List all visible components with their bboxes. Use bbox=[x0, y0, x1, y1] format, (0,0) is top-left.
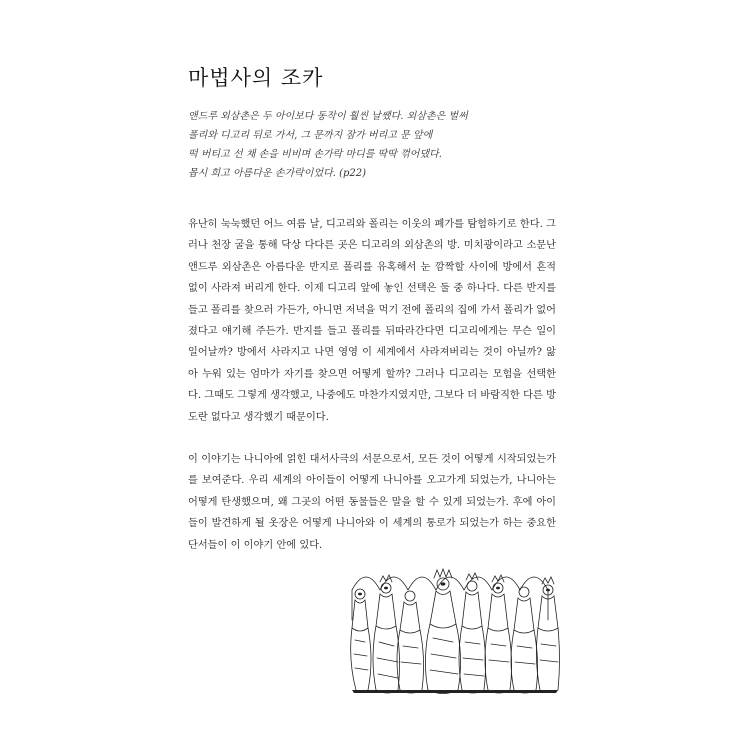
quote-line: 앤드루 외삼촌은 두 아이보다 동작이 훨씬 날쌨다. 외삼촌은 벌써 bbox=[188, 111, 468, 122]
book-title: 마법사의 조카 bbox=[188, 66, 324, 90]
synopsis-paragraph: 유난히 눅눅했던 어느 여름 날, 디고리와 폴리는 이웃의 폐가를 탐험하기로 한다. 그러나 천장 굴을 통해 닥상 다다른 곳은 디고리의 외삼촌의 방. 미치광이라고 소문난 앤드루 외삼촌은 아름다운 반지로 폴리를 유혹해서 눈 깜짝할 사이에 방에서 흔적 없이 사라져 버리게 한다. 이제 디고리 앞에 놓인 선택은 둘 중 하나다. 다른 반지를 들고 폴리를 찾으러 가든가, 아니면 저녁을 먹기 전에 폴리의 집에 가서 폴리가 없어졌다고 얘기해 주든가. 반지를 들고 폴리를 뒤따라간다면 디고리에게는 무슨 일이 일어날까? 방에서 사라지고 나면 영영 이 세계에서 사라져버리는 것이 아닐까? 앓아 누워 있는 엄마가 자기를 찾으면 어떻게 할까? 그러나 디고리는 모험을 선택한다. 그때도 그렇게 생각했고, 나중에도 마찬가지였지만, 그보다 더 바람직한 다른 방도란 없다고 생각했기 때문이다. bbox=[188, 219, 556, 423]
quote-line: 떡 버티고 선 채 손을 비비며 손가락 마디를 딱딱 꺾어댔다. bbox=[188, 149, 442, 160]
excerpt-quote bbox=[188, 107, 568, 183]
synopsis bbox=[188, 214, 556, 577]
synopsis-paragraph: 이 이야기는 나니아에 얽힌 대서사극의 서문으로서, 모든 것이 어떻게 시작되었는가를 보여준다. 우리 세계의 아이들이 어떻게 나니아를 오고가게 되었는가, 나니아는 어떻게 탄생했으며, 왜 그곳의 어떤 동물들은 말을 할 수 있게 되었는가. 후에 아이들이 발견하게 될 옷장은 어떻게 나니아와 이 세계의 통로가 되었는가 하는 중요한 단서들이 이 이야기 안에 있다. bbox=[188, 454, 556, 551]
quote-line: 폴리와 디고리 뒤로 가서, 그 문까지 잠가 버리고 문 앞에 bbox=[188, 130, 433, 141]
quote-line: 몹시 희고 아름다운 손가락이었다. (p22) bbox=[188, 168, 367, 179]
royal-figures-illustration bbox=[346, 550, 562, 700]
